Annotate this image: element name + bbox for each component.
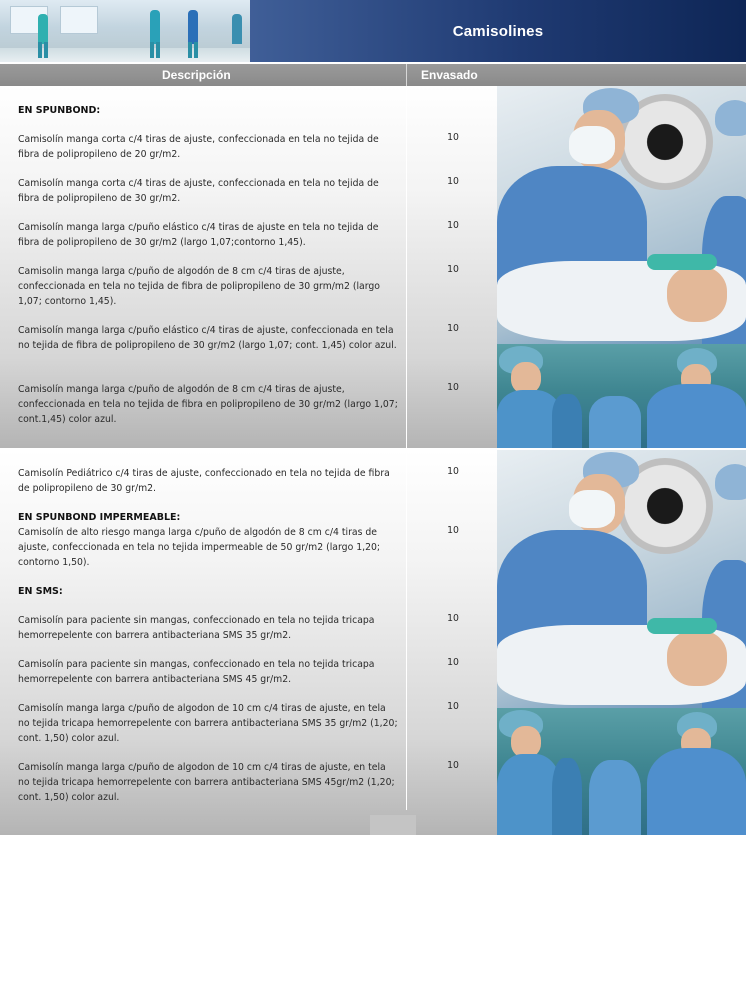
list-item: Camisolín manga corta c/4 tiras de ajuste, confeccionada en tela no tejida de fibra de polipropileno de 20 gr/m2. [18,134,379,160]
footer-block [370,815,416,835]
surgical-team-photo [497,708,746,835]
table-header [0,64,746,86]
list-item: Camisolín manga larga c/puño elástico c/4 tiras de ajuste en tela no tejida de fibra de polipropileno de 30 gr/m2 (largo 1,07;contorno 1,45). [18,222,379,248]
packaging-qty: 10 [447,323,459,334]
packaging-qty: 10 [447,220,459,231]
list-item: Camisolín manga larga c/puño de algodón de 8 cm c/4 tiras de ajuste, confeccionada en tela no tejida de fibra en polipropileno de 30 gr/m2 (largo 1,07; cont.1,45) color azul. [18,384,398,425]
list-item: Camisolín de alto riesgo manga larga c/puño de algodón de 8 cm c/4 tiras de ajuste, confeccionada en tela no tejida impermeable de 50 gr/m2 (largo 1,20; contorno 1,50). [18,527,381,568]
surgical-team-photo [497,344,746,448]
packaging-qty: 10 [447,613,459,624]
list-item: Camisolín Pediátrico c/4 tiras de ajuste, confeccionado en tela no tejida de fibra de polipropileno de 30 gr/m2. [18,468,390,494]
list-item: Camisolín manga larga c/puño elástico c/4 tiras de ajuste, confeccionada en tela no tejida de fibra de polipropileno de 30 gr/m2 (largo 1,07; cont. 1,45) color azul. [18,325,397,351]
hospital-corridor-image [0,0,250,62]
packaging-qty: 10 [447,132,459,143]
column-header-description: Descripción [162,68,231,82]
section-spunbond [0,86,497,448]
section-other [0,450,497,835]
packaging-qty: 10 [447,525,459,536]
list-item: Camisolín manga corta c/4 tiras de ajuste, confeccionada en tela no tejida de fibra de polipropileno de 30 gr/m2. [18,178,379,204]
column-header-packaging: Envasado [421,68,478,82]
packaging-qty: 10 [447,466,459,477]
packaging-qty: 10 [447,657,459,668]
list-item: Camisolin manga larga c/puño de algodón de 8 cm c/4 tiras de ajuste, confeccionada en tela no tejida de fibra de polipropileno de 30 grm/m2 (largo 1,07; contorno 1,45). [18,266,380,307]
list-item: Camisolín para paciente sin mangas, confeccionado en tela no tejida tricapa hemorrepelente con barrera antibacteriana SMS 45 gr/m2. [18,659,375,685]
page-title: Camisolines [452,23,544,40]
list-item: Camisolín manga larga c/puño de algodon de 10 cm c/4 tiras de ajuste, en tela no tejida tricapa hemorrepelente con barrera antibacteriana SMS 45gr/m2 (1,20; cont. 1,50) color azul. [18,762,395,803]
packaging-qty: 10 [447,176,459,187]
packaging-qty: 10 [447,382,459,393]
surgeon-with-patient-photo [497,86,746,344]
section-heading: EN SMS: [18,586,63,597]
packaging-qty: 10 [447,701,459,712]
list-item: Camisolín manga larga c/puño de algodon de 10 cm c/4 tiras de ajuste, en tela no tejida tricapa hemorrepelente con barrera antibacteriana SMS 35 gr/m2 (1,20; cont. 1,50) color azul. [18,703,398,744]
list-item: Camisolín para paciente sin mangas, confeccionado en tela no tejida tricapa hemorrepelente con barrera antibacteriana SMS 35 gr/m2. [18,615,375,641]
header-banner [0,0,746,62]
section-heading: EN SPUNBOND: [18,105,101,116]
packaging-qty: 10 [447,760,459,771]
surgeon-with-patient-photo [497,450,746,708]
packaging-qty: 10 [447,264,459,275]
section-heading: EN SPUNBOND IMPERMEABLE: [18,512,181,523]
